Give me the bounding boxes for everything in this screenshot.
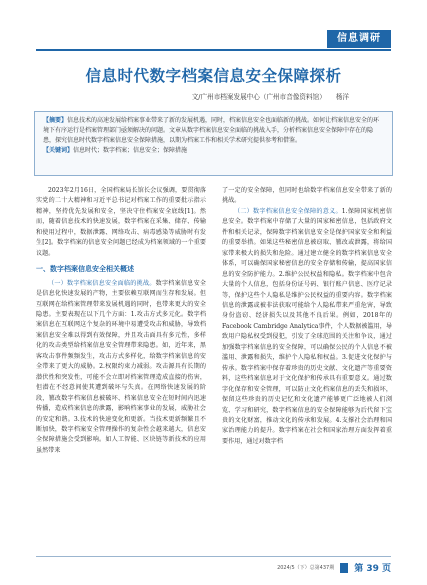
significance-text: 1.保障国家机密信息安全。数字档案中存储了大量的国家秘密信息，包括政府文件和相关记录，保障数字档案信息安全是保护国家安全和利益的重要举措。如果这些秘密信息被窃取、篡改或泄露，将给国家带来极大的损失和危险。通过建立健全的数字档案信息安全体系，可以确保国家秘密信息的安全存储和传输，提高国家信息的安全防护能力。2.维护公民权益和隐私。数字档案中包含大量的个人信息，包括身份证号码、银行账户信息、医疗记录等，保护这些个人隐私是维护公民权益的重要内容。数字档案信息的泄露或被非法获取可能给个人隐私带来严重危害，导致身份盗窃、经济损失以及其他不良后果。例如，2018年的Facebook Cambridge Analytica事件，个人数据被滥用，导致用户隐私权受到侵犯，引发了全球范围的关注和争议，通过加强数字档案信息的安全保障，可以确保公民的个人信息不被滥用、泄露和损失，维护个人隐私和权益。3.促进文化保护与传承。数字档案中保存着珍贵的历史文献、文化遗产等重要资料，这些档案信息对于文化保护和传承具有重要意义。通过数字化保存和安全管理，可以防止文化档案信息的丢失和损坏，保留这些珍贵的历史记忆和文化遗产能够更广泛地被人们浏览、学习和研究，数字档案信息的安全保障能够为后代留下宝贵的文化财富，推动文化的传承和发展。4.支撑社会治理和国家治理能力的提升。数字档案在社会和国家治理方面发挥着重要作用，通过对数字档 xyxy=(222,207,392,445)
affiliation: 文/广州市档案发展中心（广州市音像资料馆） xyxy=(191,93,326,101)
footer-rule xyxy=(36,556,391,557)
abstract xyxy=(43,116,384,146)
abstract-box xyxy=(34,111,393,176)
issue-info: 2024/5（下）总第437期 xyxy=(277,565,335,571)
abstract-text: 信息技术的高速发展给档案事业带来了新的发展机遇，同时，档案信息安全也面临新的挑战。如何让档案信息安全的环境下有序运行是档案管理部门亟须解决的问题。文章从数字档案信息安全面临的挑战入手，分析档案信息安全保障中存在的隐患，探究信息时代数字档案信息安全保障措施，以期为档案工作和相关学术研究提供参考和借鉴。 xyxy=(43,117,380,144)
header-rule xyxy=(36,49,391,51)
keywords-label: 【关键词】 xyxy=(43,147,74,154)
section-tag: 信息调研 xyxy=(327,30,391,48)
abstract-label: 【摘要】 xyxy=(43,117,68,124)
article-title: 信息时代数字档案信息安全保障探析 xyxy=(85,67,342,85)
challenges-text: 数字档案信息安全是信息化快速发展的产物，主要依赖互联网而生存和发展。但互联网在给档案管理带来发展机遇的同时，也带来更大的安全隐患。主要表现在以下几个方面：1.攻击方式多元化。数字档案信息在互联网这个复杂的环境中易遭受攻击和威胁，导致档案信息安全难以得到有效保障，并且攻击面具有多元性，多样化的攻击类型给档案信息安全管理带来隐患。如，近年来，黑客攻击事件频频发生，攻击方式多样化，给数字档案信息的安全带来了更大的威胁。2.权限约束力减弱。攻击源具有长期的潜伏性和突发性，可能不会立即对档案管理造成直接的伤害，但潜在不经意间使其遭到破坏与失真。在网络快速发展的阶段，篡改数字档案信息被破坏、档案信息安全在短时间内迅速传播，造成档案信息的泄露，影响档案事业的发展，威胁社会的安定和谐。3.技术的快速变化和更新。当技术更新频繁且不断加快，数字档案安全管理操作的复杂性会越来越大，信息安全保障措施会受到影响。如人工智能、区块链等新技术的应用虽然带来 xyxy=(36,279,207,454)
page-marker xyxy=(340,563,348,573)
right-column xyxy=(222,186,392,447)
section-heading: 一、数字档案信息安全相关概述 xyxy=(36,265,134,274)
author: 杨洋 xyxy=(335,93,349,101)
challenges-continued: 了一定的安全保障，但同时也给数字档案信息安全带来了新的挑战。 xyxy=(222,187,392,205)
byline xyxy=(192,91,349,101)
intro-paragraph: 2023年2月16日，全国档案局长馆长会议强调，要贯彻落实党的二十大精神和习近平总书记对档案工作的重要批示指示精神，坚持优先发展和安全，坚决守住档案安全底线[1]。然而，随着信息技术的快速发展，数字档案在采集、储存、传输和使用过程中，数据泄露、网络攻击、病毒感染等威胁时有发生[2]。数字档案的信息安全问题已经成为档案领域的一个重要议题。 xyxy=(36,187,206,257)
significance-paragraph xyxy=(222,207,392,447)
subheading-challenges: （一）数字档案信息安全面临的挑战。 xyxy=(48,279,156,287)
keywords xyxy=(43,146,384,156)
left-column xyxy=(36,186,206,456)
challenges-paragraph xyxy=(36,279,206,457)
subheading-significance: （二）数字档案信息安全保障的意义。 xyxy=(234,207,342,215)
footer xyxy=(277,561,391,574)
page-number: 第 39 页 xyxy=(354,564,391,574)
keywords-text: 信息时代；数字档案；信息安全；保障措施 xyxy=(73,147,188,154)
